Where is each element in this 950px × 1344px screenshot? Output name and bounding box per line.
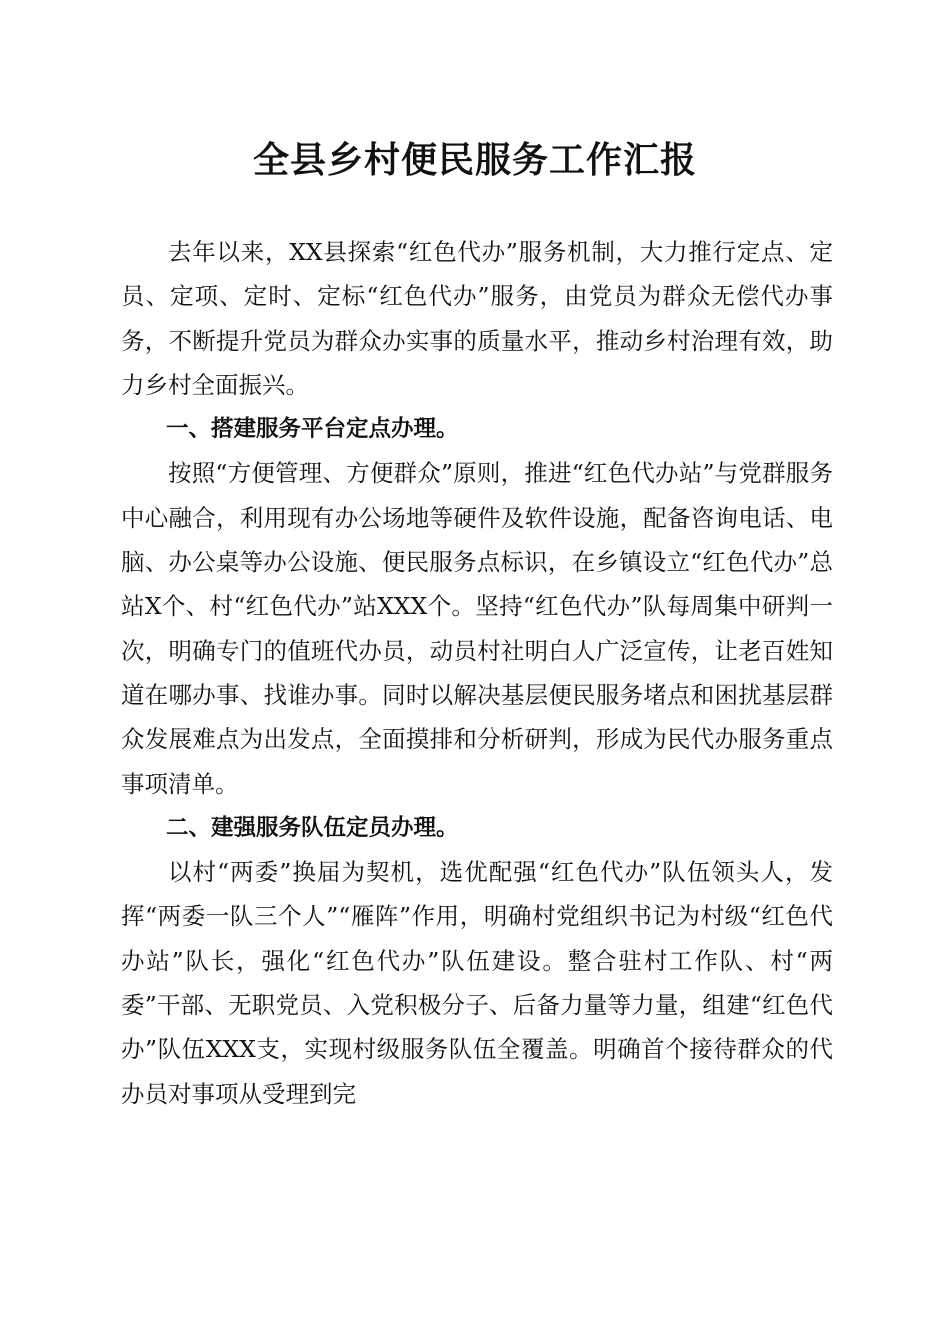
document-title: 全县乡村便民服务工作汇报 (252, 139, 697, 181)
section-2-paragraph: 以村“两委”换届为契机，选优配强“红色代办”队伍领头人，发挥“两委一队三个人”“雁阵”作用，明确村党组织书记为村级“红色代办站”队长，强化“红色代办”队伍建设。整合驻村工作队、村“两委”干部、无职党员、入党积极分子、后备力量等力量，组建“红色代办”队伍XXX支，实现村级服务队伍全覆盖。明确首个接待群众的代办员对事项从受理到完 (121, 858, 833, 1108)
document-body (121, 230, 833, 1116)
section-2-heading: 二、建强服务队伍定员办理。 (166, 814, 459, 841)
section-1-paragraph: 按照“方便管理、方便群众”原则，推进“红色代办站”与党群服务中心融合，利用现有办公场地等硬件及软件设施，配备咨询电话、电脑、办公桌等办公设施、便民服务点标识，在乡镇设立“红色代办”总站X个、村“红色代办”站XXX个。坚持“红色代办”队每周集中研判一次，明确专门的值班代办员，动员村社明白人广泛宣传，让老百姓知道在哪办事、找谁办事。同时以解决基层便民服务堵点和困扰基层群众发展难点为出发点，全面摸排和分析研判，形成为民代办服务重点事项清单。 (121, 459, 833, 798)
section-1-heading: 一、搭建服务平台定点办理。 (166, 416, 459, 443)
intro-paragraph: 去年以来，XX县探索“红色代办”服务机制，大力推行定点、定员、定项、定时、定标“红色代办”服务，由党员为群众无偿代办事务，不断提升党员为群众办实事的质量水平，推动乡村治理有效，助力乡村全面振兴。 (121, 238, 833, 399)
